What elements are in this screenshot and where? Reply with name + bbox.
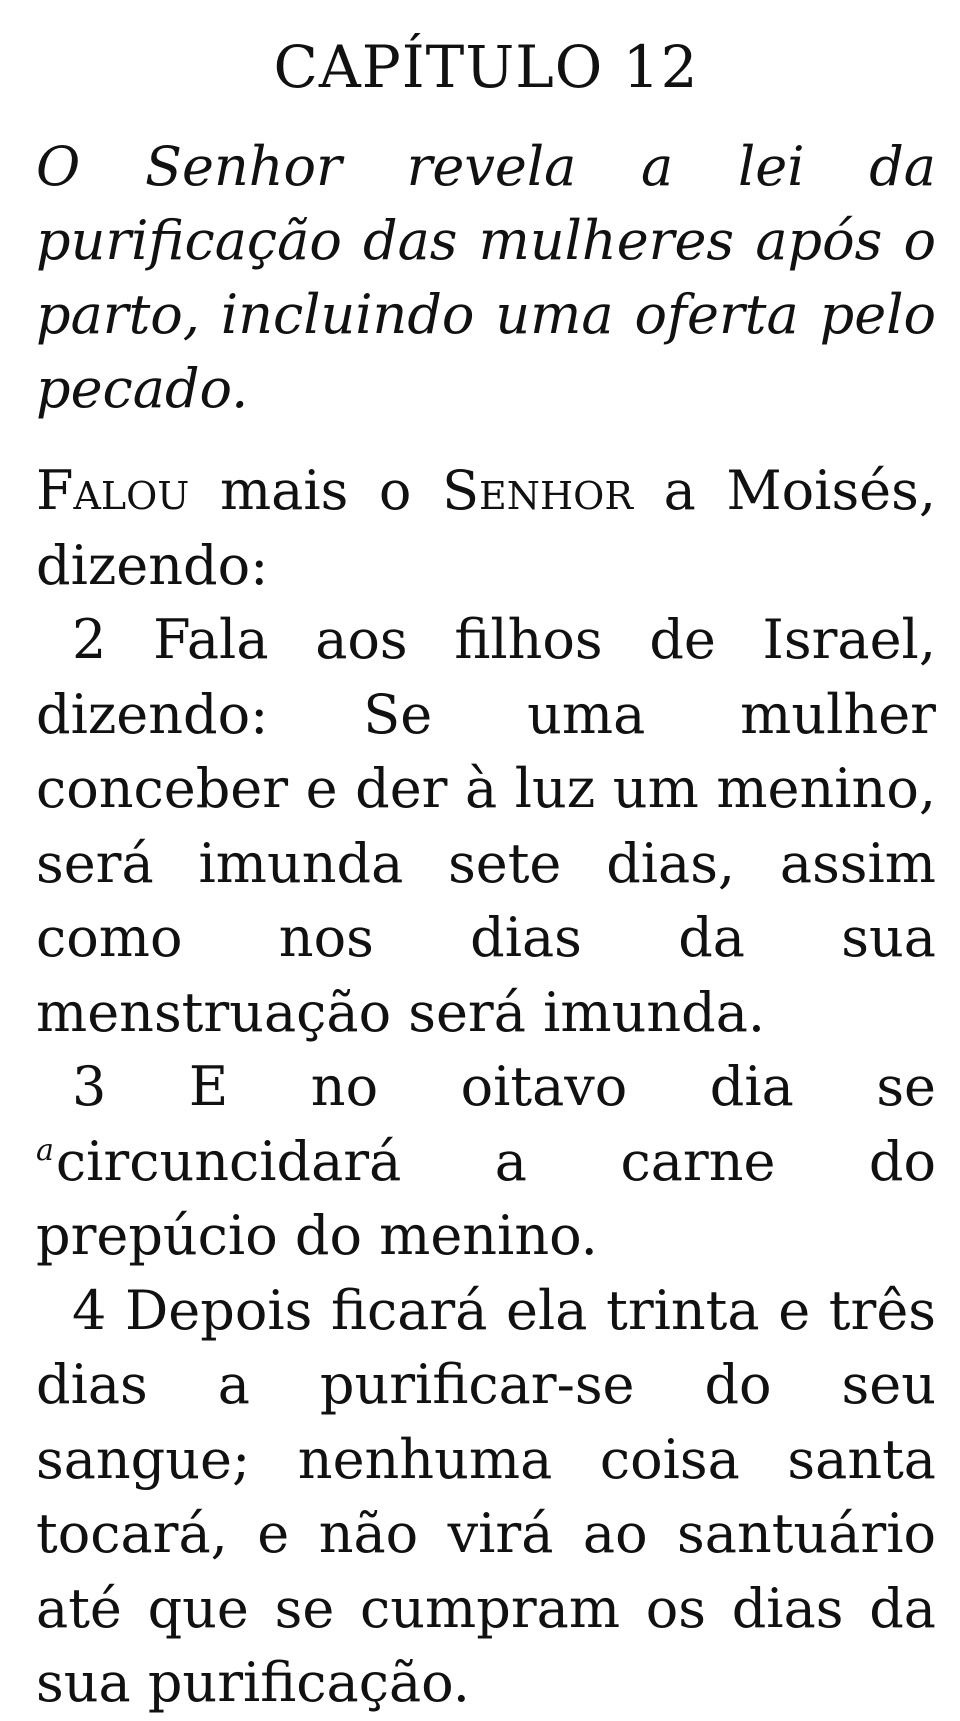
scripture-page: [36, 0, 936, 1721]
chapter-title: CAPÍTULO 12: [273, 33, 699, 101]
verse-3-number: 3: [72, 1055, 107, 1118]
verse-2-text: Fala aos filhos de Israel, dizendo: Se uma mulher conceber e der à luz um menino, será imunda sete dias, assim como nos dias da sua menstruação será imunda.: [36, 608, 936, 1044]
verse-1: [36, 454, 936, 603]
verse-1-text-b: a Moisés, dizendo:: [36, 459, 936, 597]
footnote-marker[interactable]: a: [36, 1132, 54, 1168]
chapter-summary: O Senhor revela a lei da purificação das mulheres após o parto, incluindo uma oferta pelo pecado.: [36, 135, 936, 420]
verse-4-number: 4: [72, 1278, 107, 1342]
verse-1-opening-word: Falou: [36, 459, 190, 522]
verse-1-lord: Senhor: [442, 459, 633, 522]
verse-3-text-before: E no oitavo dia se: [188, 1055, 937, 1118]
verse-3: [36, 1050, 936, 1274]
verse-2: [36, 603, 936, 1050]
verse-1-text-a: mais o: [189, 459, 443, 522]
verses-block: [36, 454, 936, 1721]
verse-3-text-after: circuncidará a carne do prepúcio do menino.: [36, 1129, 936, 1267]
verse-2-number: 2: [72, 608, 107, 671]
verse-4-text: Depois ficará ela trinta e três dias a purificar-se do seu sangue; nenhuma coisa santa tocará, e não virá ao santuário até que se cumpram os dias da sua purificação.: [36, 1278, 936, 1714]
verse-4: [36, 1274, 936, 1721]
